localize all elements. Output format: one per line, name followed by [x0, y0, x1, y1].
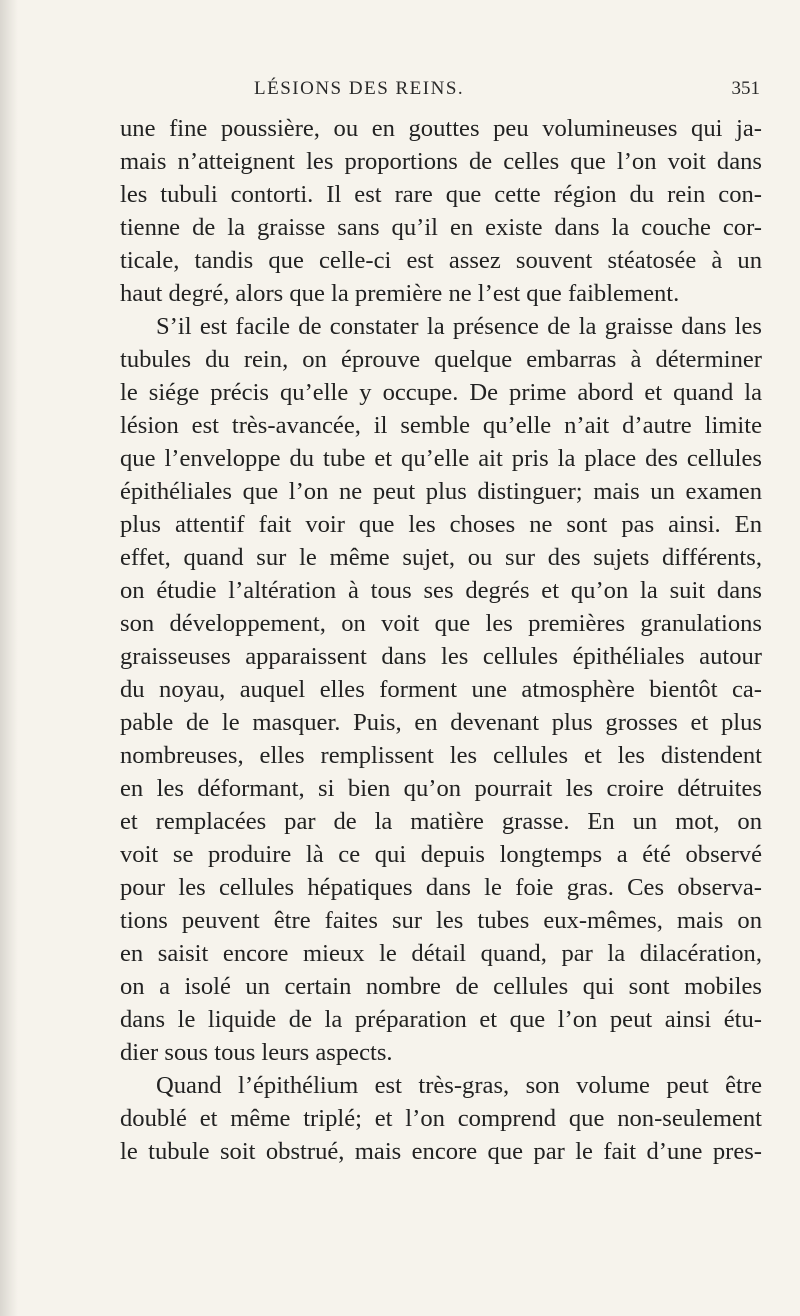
body-text [120, 112, 762, 1168]
text-line: que l’enveloppe du tube et qu’elle ait pris la place des cellules [120, 445, 762, 472]
binding-gutter [0, 0, 18, 1316]
text-line: dier sous tous leurs aspects. [120, 1039, 393, 1066]
text-line: nombreuses, elles remplissent les cellules et les distendent [120, 742, 762, 769]
page-number: 351 [731, 78, 760, 99]
text-line: le siége précis qu’elle y occupe. De prime abord et quand la [120, 379, 762, 406]
text-line: en les déformant, si bien qu’on pourrait les croire détruites [120, 775, 762, 802]
text-line: on a isolé un certain nombre de cellules qui sont mobiles [120, 973, 762, 1000]
text-line: pable de le masquer. Puis, en devenant plus grosses et plus [120, 709, 762, 736]
text-line: tions peuvent être faites sur les tubes eux-mêmes, mais on [120, 907, 762, 934]
text-line: une fine poussière, ou en gouttes peu volumineuses qui ja- [120, 115, 762, 142]
text-line: plus attentif fait voir que les choses ne sont pas ainsi. En [120, 511, 762, 538]
text-line: pour les cellules hépatiques dans le foie gras. Ces observa- [120, 874, 762, 901]
text-line: dans le liquide de la préparation et que l’on peut ainsi étu- [120, 1006, 762, 1033]
text-line: tubules du rein, on éprouve quelque embarras à déterminer [120, 346, 762, 373]
text-line: graisseuses apparaissent dans les cellules épithéliales autour [120, 643, 762, 670]
text-line: voit se produire là ce qui depuis longtemps a été observé [120, 841, 762, 868]
text-line: S’il est facile de constater la présence de la graisse dans les [156, 313, 762, 340]
page-header [120, 78, 760, 108]
text-line: haut degré, alors que la première ne l’est que faiblement. [120, 280, 680, 307]
text-line: ticale, tandis que celle-ci est assez souvent stéatosée à un [120, 247, 762, 274]
text-line: les tubuli contorti. Il est rare que cette région du rein con- [120, 181, 762, 208]
text-line: Quand l’épithélium est très-gras, son volume peut être [156, 1072, 762, 1099]
text-line: mais n’atteignent les proportions de celles que l’on voit dans [120, 148, 762, 175]
text-line: et remplacées par de la matière grasse. En un mot, on [120, 808, 762, 835]
text-line: effet, quand sur le même sujet, ou sur des sujets différents, [120, 544, 762, 571]
text-line: le tubule soit obstrué, mais encore que par le fait d’une pres- [120, 1138, 762, 1165]
text-line: tienne de la graisse sans qu’il en existe dans la couche cor- [120, 214, 762, 241]
text-line: on étudie l’altération à tous ses degrés et qu’on la suit dans [120, 577, 762, 604]
text-line: en saisit encore mieux le détail quand, par la dilacération, [120, 940, 762, 967]
text-line: du noyau, auquel elles forment une atmosphère bientôt ca- [120, 676, 762, 703]
text-line: lésion est très-avancée, il semble qu’elle n’ait d’autre limite [120, 412, 762, 439]
text-line: épithéliales que l’on ne peut plus distinguer; mais un examen [120, 478, 762, 505]
text-line: son développement, on voit que les premières granulations [120, 610, 762, 637]
running-head: LÉSIONS DES REINS. [254, 78, 465, 99]
text-line: doublé et même triplé; et l’on comprend que non-seulement [120, 1105, 762, 1132]
